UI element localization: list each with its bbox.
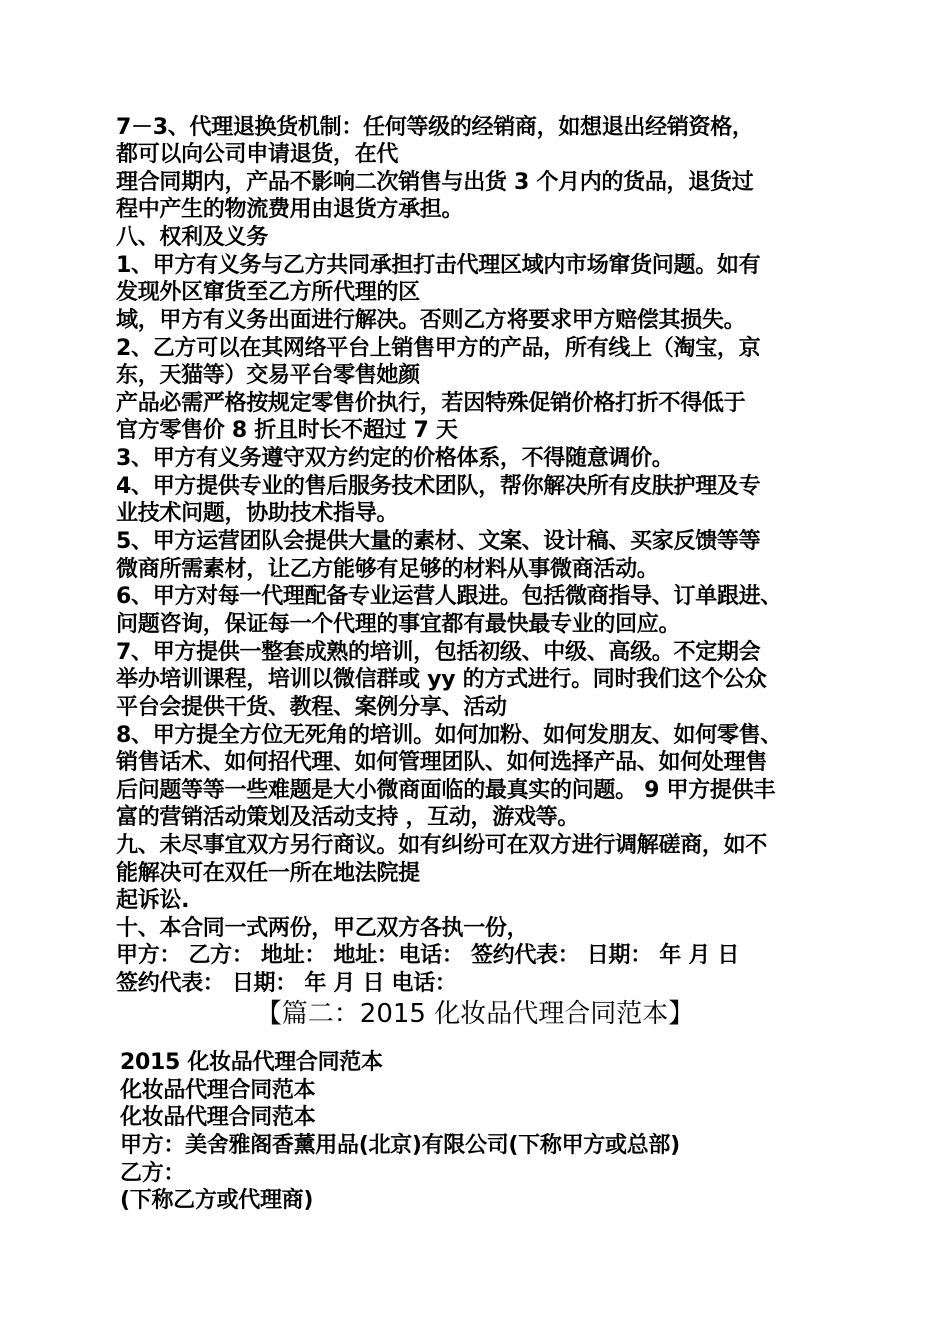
contract-title: 2015 化妆品代理合同范本: [120, 1050, 383, 1075]
text-line: 微商所需素材，让乙方能够有足够的材料从事微商活动。: [116, 557, 659, 582]
text-line: 4、甲方提供专业的售后服务技术团队，帮你解决所有皮肤护理及专: [116, 474, 761, 499]
text-line: 发现外区窜货至乙方所代理的区: [116, 280, 420, 305]
text-line: 九、未尽事宜双方另行商议。如有纠纷可在双方进行调解磋商，如不: [116, 833, 768, 858]
party-a-line: 甲方：美舍雅阁香薰用品(北京)有限公司(下称甲方或总部): [120, 1133, 680, 1158]
text-line: 域，甲方有义务出面进行解决。否则乙方将要求甲方赔偿其损失。: [116, 308, 746, 333]
signature-fields-row: 甲方： 乙方： 地址： 地址：电话： 签约代表： 日期： 年 月 日: [116, 943, 740, 968]
text-line: 平台会提供干货、教程、案例分享、活动: [116, 695, 507, 720]
signature-fields-row: 签约代表： 日期： 年 月 日 电话：: [116, 971, 457, 996]
text-line: 富的营销活动策划及活动支持 ，互动，游戏等。: [116, 805, 580, 830]
text-line: 能解决可在双任一所在地法院提: [116, 861, 420, 886]
text-line: 产品必需严格按规定零售价执行，若因特殊促销价格打折不得低于: [116, 391, 746, 416]
text-line: 7－3、代理退换货机制：任何等级的经销商，如想退出经销资格，: [116, 115, 754, 140]
text-line: 5、甲方运营团队会提供大量的素材、文案、设计稿、买家反馈等等: [116, 529, 761, 554]
text-line: 官方零售价 8 折且时长不超过 7 天: [116, 418, 458, 443]
party-b-line: 乙方：: [120, 1161, 186, 1186]
text-line: 都可以向公司申请退货，在代: [116, 142, 399, 167]
text-line: 销售话术、如何招代理、如何管理团队、如何选择产品、如何处理售: [116, 750, 768, 775]
text-line: 化妆品代理合同范本: [120, 1105, 316, 1130]
text-line: 十、本合同一式两份，甲乙双方各执一份，: [116, 916, 529, 941]
text-line: 7、甲方提供一整套成熟的培训，包括初级、中级、高级。不定期会: [116, 640, 761, 665]
text-line: 6、甲方对每一代理配备专业运营人跟进。包括微商指导、订单跟进、: [116, 584, 783, 609]
text-line: 程中产生的物流费用由退货方承担。: [116, 197, 464, 222]
text-line: 理合同期内，产品不影响二次销售与出货 3 个月内的货品，退货过: [116, 170, 754, 195]
section-title: 【篇二：2015 化妆品代理合同范本】: [255, 999, 695, 1029]
text-line: 8、甲方提全方位无死角的培训。如何加粉、如何发朋友、如何零售、: [116, 723, 783, 748]
text-line: 东，天猫等）交易平台零售她颜: [116, 363, 420, 388]
text-line: 业技术问题，协助技术指导。: [116, 501, 399, 526]
section-heading-rights: 八、权利及义务: [116, 225, 268, 250]
text-line: 起诉讼.: [116, 888, 190, 913]
text-line: 问题咨询，保证每一个代理的事宜都有最快最专业的回应。: [116, 612, 681, 637]
text-line: 化妆品代理合同范本: [120, 1078, 316, 1103]
text-line: 举办培训课程，培训以微信群或 yy 的方式进行。同时我们这个公众: [116, 667, 767, 692]
text-line: (下称乙方或代理商): [120, 1188, 314, 1213]
text-line: 1、甲方有义务与乙方共同承担打击代理区域内市场窜货问题。如有: [116, 253, 761, 278]
text-line: 2、乙方可以在其网络平台上销售甲方的产品，所有线上（淘宝，京: [116, 336, 761, 361]
text-line: 3、甲方有义务遵守双方约定的价格体系，不得随意调价。: [116, 446, 674, 471]
text-line: 后问题等等一些难题是大小微商面临的最真实的问题。 9 甲方提供丰: [116, 778, 776, 803]
